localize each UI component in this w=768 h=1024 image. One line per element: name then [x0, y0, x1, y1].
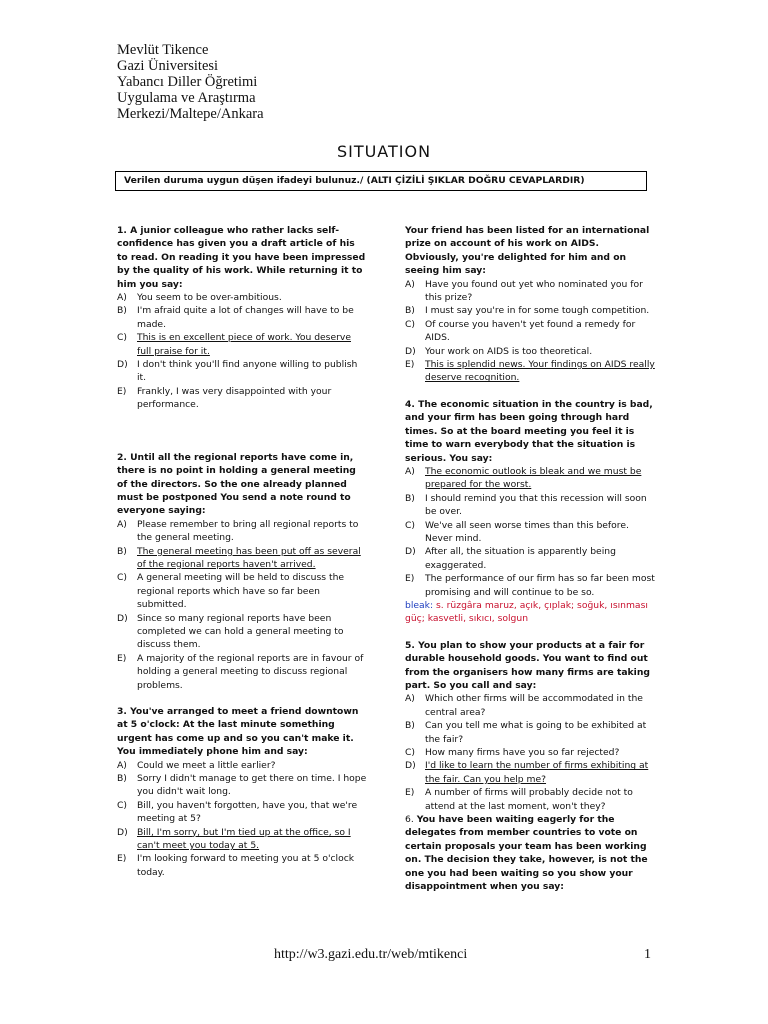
option-text: Your work on AIDS is too theoretical.: [425, 345, 593, 357]
option-text: I'm afraid quite a lot of changes will have to be made.: [137, 305, 354, 330]
question-stem: 1. A junior colleague who rather lacks self-confidence has given you a draft article of his to read. On reading it you have been impressed by the quality of his work. While returning it to him you say:: [117, 225, 366, 290]
question-aids: [405, 224, 655, 385]
option-text: Which other firms will be accommodated in the central area?: [425, 693, 643, 718]
option-b: [405, 719, 655, 746]
vocabulary-definition: s. rüzgâra maruz, açık, çıplak; soğuk, ısınması güç; kasvetli, sıkıcı, solgun: [405, 599, 648, 625]
option-e: [117, 385, 367, 412]
question-4: [405, 398, 655, 626]
location-line: Merkezi/Maltepe/Ankara: [117, 106, 264, 122]
option-text: Can you tell me what is going to be exhibited at the fair?: [425, 720, 647, 745]
page-title: SITUATION: [336, 142, 432, 161]
option-e: [405, 572, 655, 599]
option-b-correct: [117, 545, 367, 572]
option-letter: B): [405, 492, 415, 504]
option-a: [117, 759, 367, 772]
department-line-2: Uygulama ve Araştırma: [117, 90, 256, 106]
option-letter: D): [117, 826, 128, 838]
question-stem: 4. The economic situation in the country is bad, and your firm has been going through hard times. So at the board meeting you feel it is time to warn everybody that the situation is serious. You say:: [405, 398, 653, 464]
option-text: Have you found out yet who nominated you for this prize?: [425, 278, 643, 304]
option-text: A majority of the regional reports are in favour of holding a general meeting to discuss regional problems.: [137, 652, 364, 691]
option-letter: E): [405, 359, 415, 371]
option-letter: C): [117, 332, 127, 344]
option-d: [117, 612, 367, 652]
question-3: [117, 705, 367, 879]
option-text: You seem to be over-ambitious.: [137, 292, 282, 304]
option-text: How many firms have you so far rejected?: [425, 747, 620, 759]
option-letter: B): [117, 773, 127, 785]
question-1: [117, 224, 367, 412]
option-a: [117, 518, 367, 545]
page-number: 1: [644, 947, 651, 962]
option-text: A general meeting will be held to discuss the regional reports which have so far been submitted.: [137, 572, 345, 611]
option-text: Please remember to bring all regional reports to the general meeting.: [137, 518, 359, 544]
option-letter: E): [117, 652, 127, 664]
option-letter: E): [117, 853, 127, 865]
option-text: I should remind you that this recession will soon be over.: [425, 492, 647, 518]
option-d: [117, 358, 367, 385]
option-text: We've all seen worse times than this before. Never mind.: [425, 519, 629, 544]
option-e: [117, 652, 367, 692]
option-text: Of course you haven't yet found a remedy for AIDS.: [425, 318, 636, 344]
option-text: Sorry I didn't manage to get there on time. I hope you didn't wait long.: [137, 773, 367, 798]
option-text-correct: The general meeting has been put off as several of the regional reports haven't arrived.: [137, 545, 361, 570]
option-d: [405, 345, 655, 358]
option-e-correct: [405, 358, 655, 385]
option-letter: C): [405, 747, 415, 759]
option-text: I don't think you'll find anyone willing to publish it.: [137, 359, 358, 384]
vocabulary-term: bleak:: [405, 599, 434, 611]
option-letter: D): [405, 345, 416, 357]
question-stem-text: You have been waiting eagerly for the delegates from member countries to vote on certain proposals your team has been working on. The decision they take, however, is not the one you had been waiting so you show your disappointment when you say:: [405, 814, 648, 893]
option-e: [405, 786, 655, 813]
option-b: [117, 772, 367, 799]
option-letter: B): [117, 305, 127, 317]
option-letter: A): [117, 518, 127, 530]
option-a: [405, 278, 655, 305]
option-text-correct: The economic outlook is bleak and we must be prepared for the worst.: [425, 465, 642, 491]
option-text: After all, the situation is apparently being exaggerated.: [425, 546, 616, 571]
left-column: [117, 224, 367, 879]
option-c: [117, 799, 367, 826]
option-b: [405, 492, 655, 519]
option-letter: B): [117, 545, 127, 557]
question-stem: 3. You've arranged to meet a friend downtown at 5 o'clock: At the last minute something urgent has come up and so you can't make it. You immediately phone him and say:: [117, 706, 359, 758]
option-letter: E): [117, 385, 127, 397]
option-text: Could we meet a little earlier?: [137, 759, 276, 771]
option-text-correct: I'd like to learn the number of firms exhibiting at the fair. Can you help me?: [425, 760, 649, 785]
option-letter: A): [117, 292, 127, 304]
option-letter: C): [117, 572, 127, 584]
option-letter: A): [405, 693, 415, 705]
question-stem: 2. Until all the regional reports have come in, there is no point in holding a general meeting of the directors. So the one already planned must be postponed You send a note round to everyone saying:: [117, 451, 356, 517]
option-c-correct: [117, 331, 367, 358]
option-text-correct: This is splendid news. Your findings on AIDS really deserve recognition.: [425, 359, 655, 384]
option-letter: A): [117, 759, 127, 771]
option-e: [117, 852, 367, 879]
option-c: [405, 519, 655, 546]
instruction-box: Verilen duruma uygun düşen ifadeyi bulunuz./ (ALTI ÇİZİLİ ŞIKLAR DOĞRU CEVAPLARDIR): [115, 171, 647, 191]
option-letter: B): [405, 720, 415, 732]
option-text: Bill, you haven't forgotten, have you, that we're meeting at 5?: [137, 799, 358, 825]
right-column: [405, 224, 655, 894]
option-text-correct: Bill, I'm sorry, but I'm tied up at the office, so I can't meet you today at 5.: [137, 826, 351, 852]
university-name: Gazi Üniversitesi: [117, 58, 219, 74]
option-letter: D): [405, 546, 416, 558]
option-letter: E): [405, 573, 415, 585]
option-a: [117, 291, 367, 304]
option-d: [405, 545, 655, 572]
question-stem: 5. You plan to show your products at a fair for durable household goods. You want to find out from the organisers how many firms are taking part. So you call and say:: [405, 639, 650, 691]
question-stem: [405, 813, 655, 893]
option-letter: B): [405, 305, 415, 317]
option-a-correct: [405, 465, 655, 492]
option-b: [405, 304, 655, 317]
question-number: 6.: [405, 814, 417, 826]
option-text: I'm looking forward to meeting you at 5 o'clock today.: [137, 853, 355, 878]
option-letter: C): [117, 799, 127, 811]
question-stem: Your friend has been listed for an international prize on account of his work on AIDS. Obviously, you're delighted for him and on seeing him say:: [405, 225, 650, 277]
option-text: Since so many regional reports have been completed we can hold a general meeting to discuss them.: [137, 612, 344, 651]
option-letter: D): [117, 359, 128, 371]
footer-url: http://w3.gazi.edu.tr/web/mtikenci: [274, 947, 468, 962]
option-a: [405, 692, 655, 719]
question-2: [117, 451, 367, 692]
option-letter: C): [405, 519, 415, 531]
author-name: Mevlüt Tikence: [117, 42, 209, 58]
option-letter: C): [405, 318, 415, 330]
option-text-correct: This is en excellent piece of work. You deserve full praise for it.: [137, 332, 351, 357]
department-line-1: Yabancı Diller Öğretimi: [117, 74, 258, 90]
option-text: I must say you're in for some tough competition.: [425, 305, 650, 317]
vocabulary-note: [405, 599, 655, 626]
option-letter: E): [405, 787, 415, 799]
option-text: A number of firms will probably decide not to attend at the last moment, won't they?: [425, 787, 633, 812]
option-d-correct: [405, 759, 655, 786]
option-c: [405, 318, 655, 345]
author-block: [117, 42, 264, 122]
option-letter: A): [405, 278, 415, 290]
option-text: Frankly, I was very disappointed with your performance.: [137, 385, 332, 411]
question-6: [405, 813, 655, 893]
option-d-correct: [117, 826, 367, 853]
option-letter: D): [405, 760, 416, 772]
option-c: [405, 746, 655, 759]
option-b: [117, 304, 367, 331]
option-text: The performance of our firm has so far been most promising and will continue to be so.: [425, 573, 655, 598]
option-letter: A): [405, 465, 415, 477]
option-c: [117, 571, 367, 611]
question-5: [405, 639, 655, 813]
option-letter: D): [117, 612, 128, 624]
